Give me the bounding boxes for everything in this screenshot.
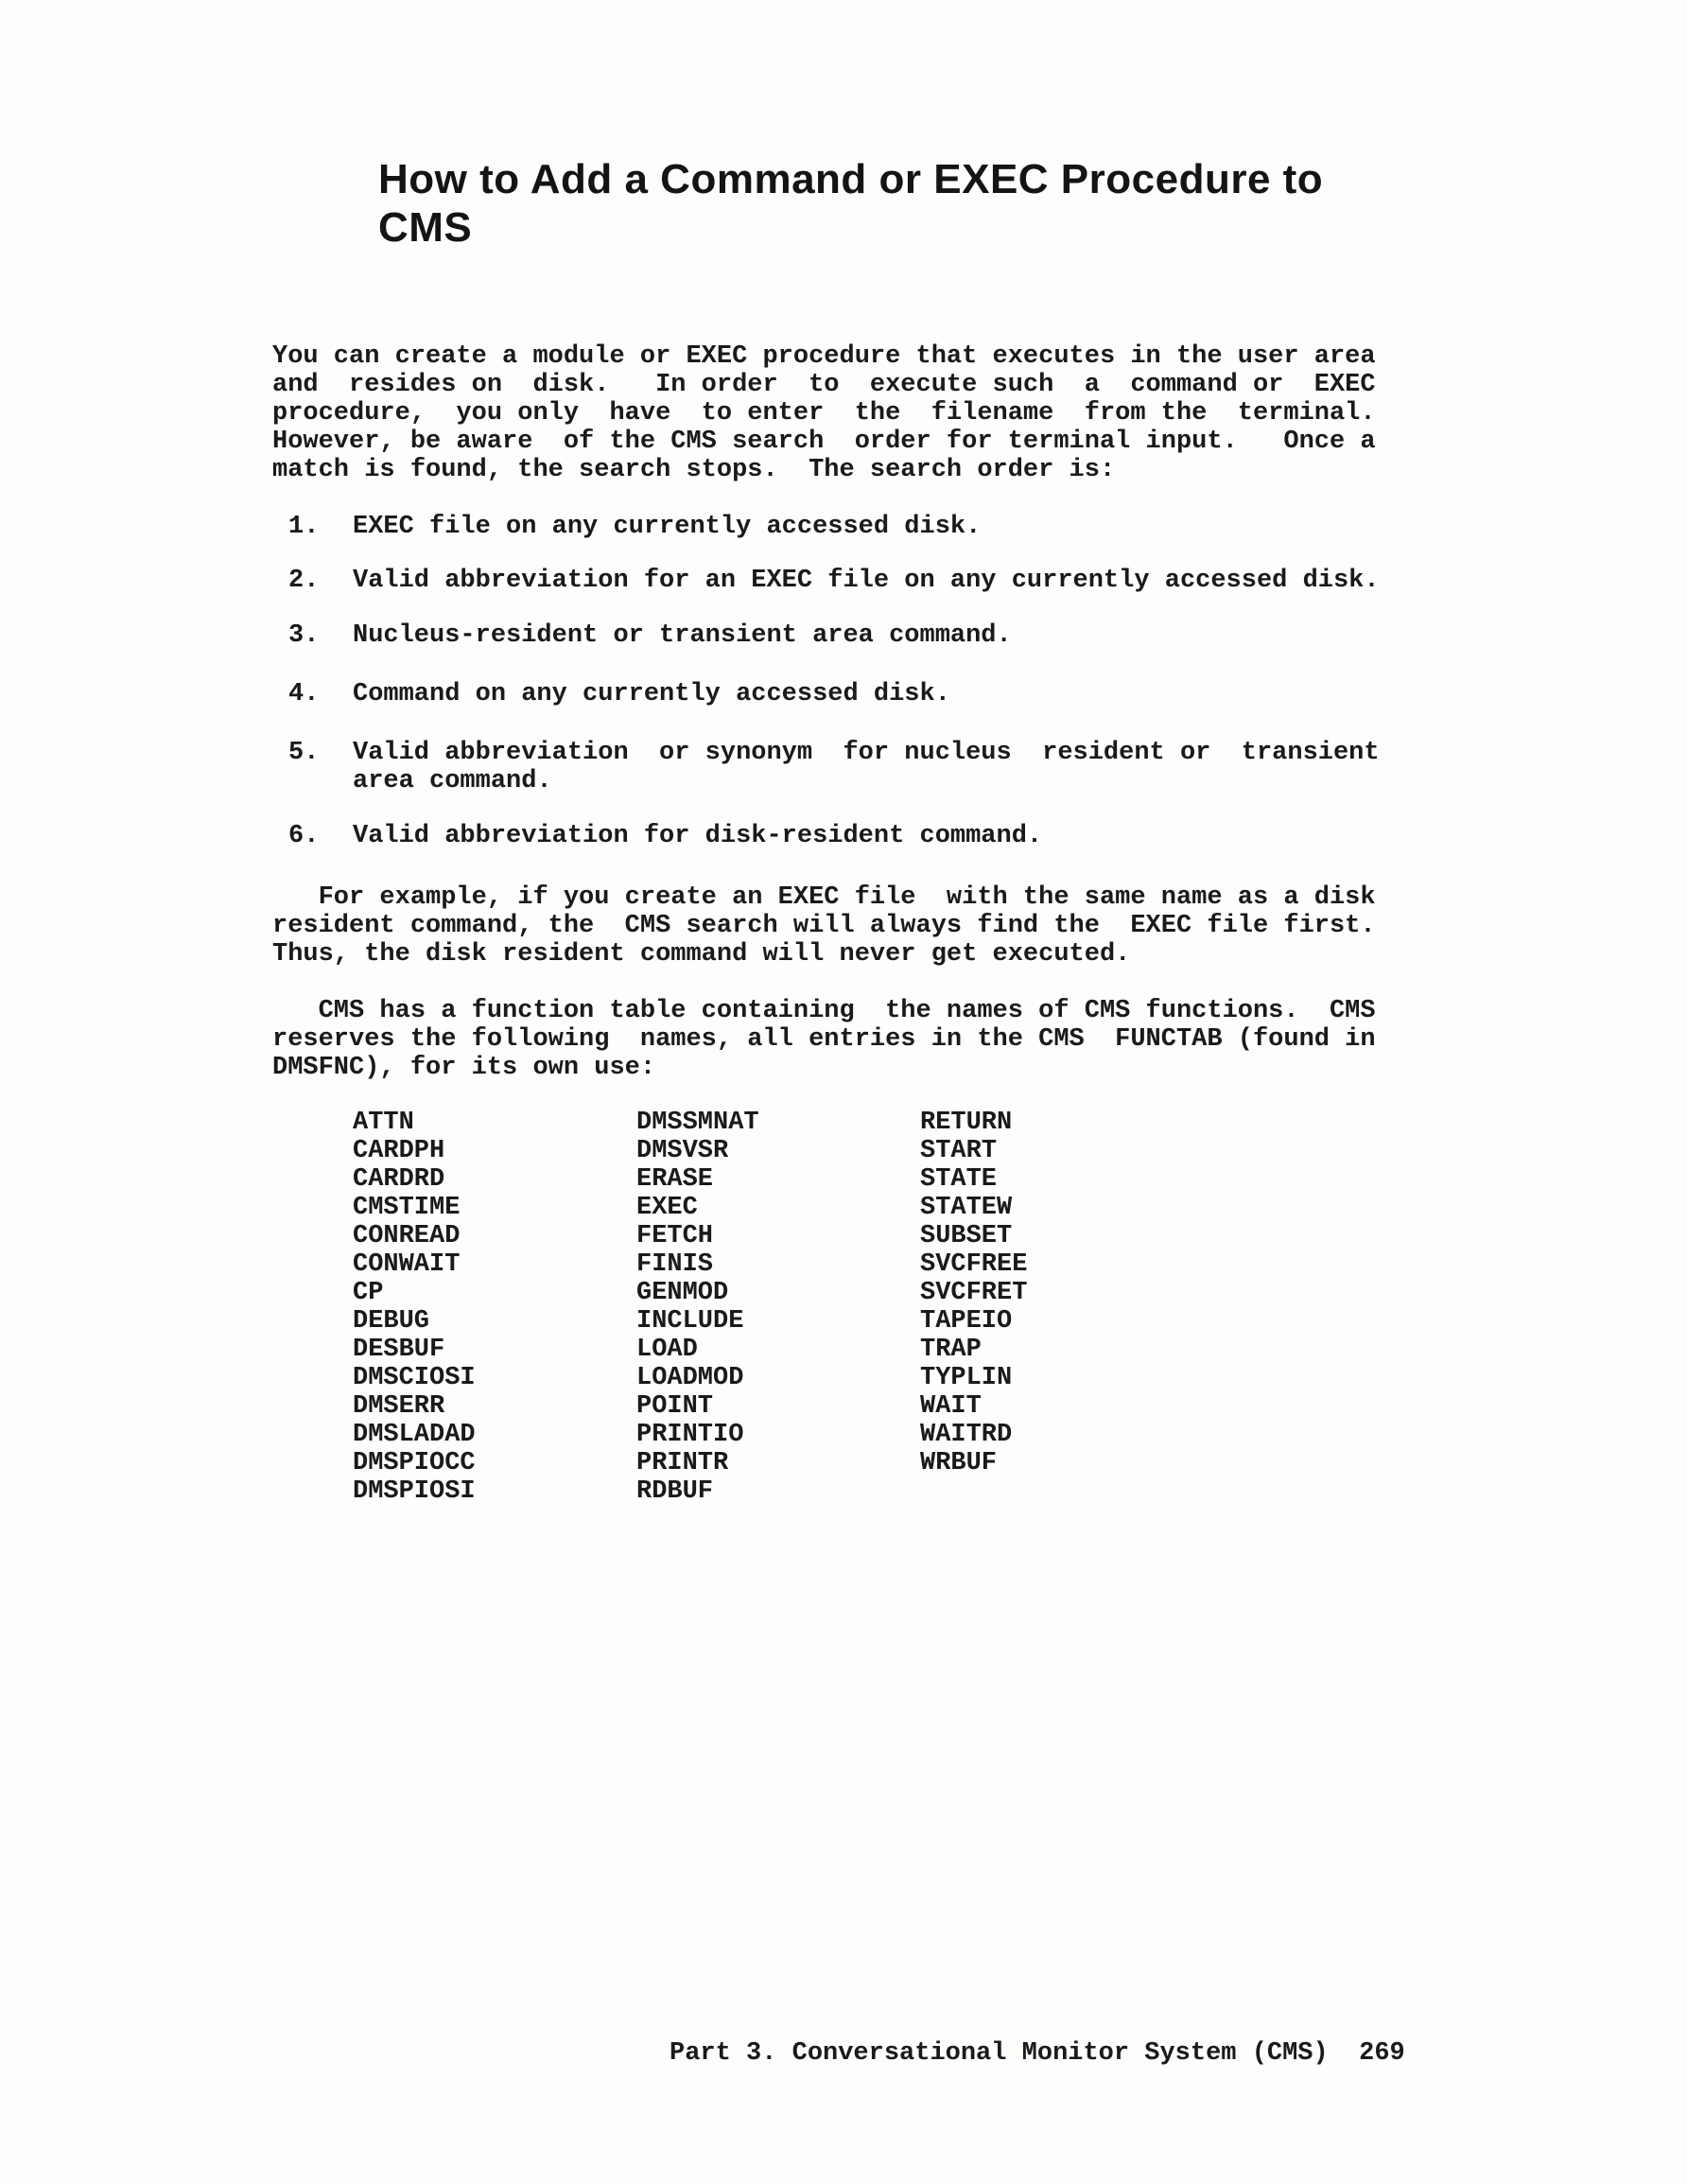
- item-text: [353, 567, 1380, 595]
- text-line: reserves the following names, all entries in the CMS FUNCTAB (found in: [272, 1025, 1376, 1054]
- text-line: DMSERR: [353, 1392, 445, 1421]
- text-line: TYPLIN: [920, 1364, 1013, 1392]
- text-line: FETCH: [636, 1222, 714, 1250]
- text-line: DMSCIOSI: [353, 1364, 476, 1392]
- item-text: [353, 513, 981, 541]
- text-line: PRINTR: [636, 1449, 729, 1477]
- text-line: DMSSMNAT: [636, 1109, 759, 1137]
- text-line: DMSVSR: [636, 1137, 729, 1165]
- text-line: CMS has a function table containing the names of CMS functions. CMS: [272, 997, 1376, 1025]
- item-text: [353, 739, 1380, 795]
- page-title: [378, 155, 1323, 252]
- text-line: CONREAD: [353, 1222, 461, 1250]
- text-line: INCLUDE: [636, 1307, 744, 1336]
- text-line: SVCFREE: [920, 1250, 1028, 1279]
- text-line: DMSFNC), for its own use:: [272, 1054, 656, 1082]
- function-table-column-1: [353, 1109, 476, 1506]
- text-line: You can create a module or EXEC procedure that executes in the user area: [272, 342, 1376, 371]
- search-order-item-4: [288, 680, 950, 708]
- text-line: GENMOD: [636, 1279, 729, 1307]
- function-table-column-3: [920, 1109, 1027, 1477]
- text-line: DMSPIOCC: [353, 1449, 476, 1477]
- text-line: EXEC: [636, 1194, 698, 1222]
- text-line: CP: [353, 1279, 384, 1307]
- item-number: 4.: [288, 680, 320, 708]
- text-line: Valid abbreviation for an EXEC file on any currently accessed disk.: [353, 567, 1380, 595]
- item-text: [353, 822, 1042, 850]
- text-line: Thus, the disk resident command will never get executed.: [272, 940, 1131, 969]
- text-line: CARDPH: [353, 1137, 445, 1165]
- text-line: DMSLADAD: [353, 1421, 476, 1449]
- text-line: SVCFRET: [920, 1279, 1028, 1307]
- page-footer: Part 3. Conversational Monitor System (CMS) 269: [670, 2039, 1405, 2068]
- text-line: and resides on disk. In order to execute such a command or EXEC: [272, 371, 1376, 399]
- text-line: LOADMOD: [636, 1364, 744, 1392]
- text-line: WRBUF: [920, 1449, 998, 1477]
- text-line: RDBUF: [636, 1477, 714, 1506]
- text-line: area command.: [353, 767, 552, 795]
- text-line: ERASE: [636, 1165, 714, 1194]
- function-table-column-2: [636, 1109, 759, 1506]
- text-line: RETURN: [920, 1109, 1013, 1137]
- text-line: For example, if you create an EXEC file with the same name as a disk: [272, 883, 1376, 912]
- page-title-line-2: CMS: [378, 204, 473, 251]
- text-line: Nucleus-resident or transient area command.: [353, 621, 1012, 650]
- item-text: [353, 680, 950, 708]
- text-line: TRAP: [920, 1336, 982, 1364]
- text-line: ATTN: [353, 1109, 414, 1137]
- text-line: CONWAIT: [353, 1250, 461, 1279]
- item-number: 6.: [288, 822, 320, 850]
- item-text: [353, 621, 1012, 650]
- item-number: 1.: [288, 513, 320, 541]
- text-line: procedure, you only have to enter the filename from the terminal.: [272, 399, 1376, 428]
- search-order-item-5: [288, 739, 1380, 795]
- item-number: 5.: [288, 739, 320, 767]
- text-line: STATE: [920, 1165, 998, 1194]
- text-line: However, be aware of the CMS search order for terminal input. Once a: [272, 428, 1376, 456]
- text-line: STATEW: [920, 1194, 1013, 1222]
- text-line: resident command, the CMS search will always find the EXEC file first.: [272, 912, 1376, 940]
- text-line: Valid abbreviation for disk-resident command.: [353, 822, 1043, 850]
- text-line: DMSPIOSI: [353, 1477, 476, 1506]
- item-number: 3.: [288, 621, 320, 650]
- text-line: LOAD: [636, 1336, 698, 1364]
- text-line: FINIS: [636, 1250, 714, 1279]
- item-number: 2.: [288, 567, 320, 595]
- text-line: Valid abbreviation or synonym for nucleus resident or transient: [353, 739, 1380, 767]
- search-order-item-3: [288, 621, 1012, 650]
- text-line: EXEC file on any currently accessed disk.: [353, 513, 982, 541]
- text-line: TAPEIO: [920, 1307, 1013, 1336]
- page-title-line-1: How to Add a Command or EXEC Procedure to: [378, 156, 1324, 202]
- search-order-item-6: [288, 822, 1042, 850]
- text-line: SUBSET: [920, 1222, 1013, 1250]
- text-line: POINT: [636, 1392, 714, 1421]
- text-line: CARDRD: [353, 1165, 445, 1194]
- text-line: WAIT: [920, 1392, 982, 1421]
- text-line: DEBUG: [353, 1307, 430, 1336]
- text-line: Command on any currently accessed disk.: [353, 680, 950, 708]
- functions-paragraph: [272, 997, 1376, 1082]
- text-line: match is found, the search stops. The search order is:: [272, 456, 1116, 484]
- intro-paragraph: [272, 342, 1376, 484]
- text-line: PRINTIO: [636, 1421, 744, 1449]
- text-line: DESBUF: [353, 1336, 445, 1364]
- text-line: CMSTIME: [353, 1194, 461, 1222]
- search-order-item-2: [288, 567, 1380, 595]
- search-order-item-1: [288, 513, 981, 541]
- example-paragraph: [272, 883, 1376, 969]
- text-line: START: [920, 1137, 998, 1165]
- text-line: WAITRD: [920, 1421, 1013, 1449]
